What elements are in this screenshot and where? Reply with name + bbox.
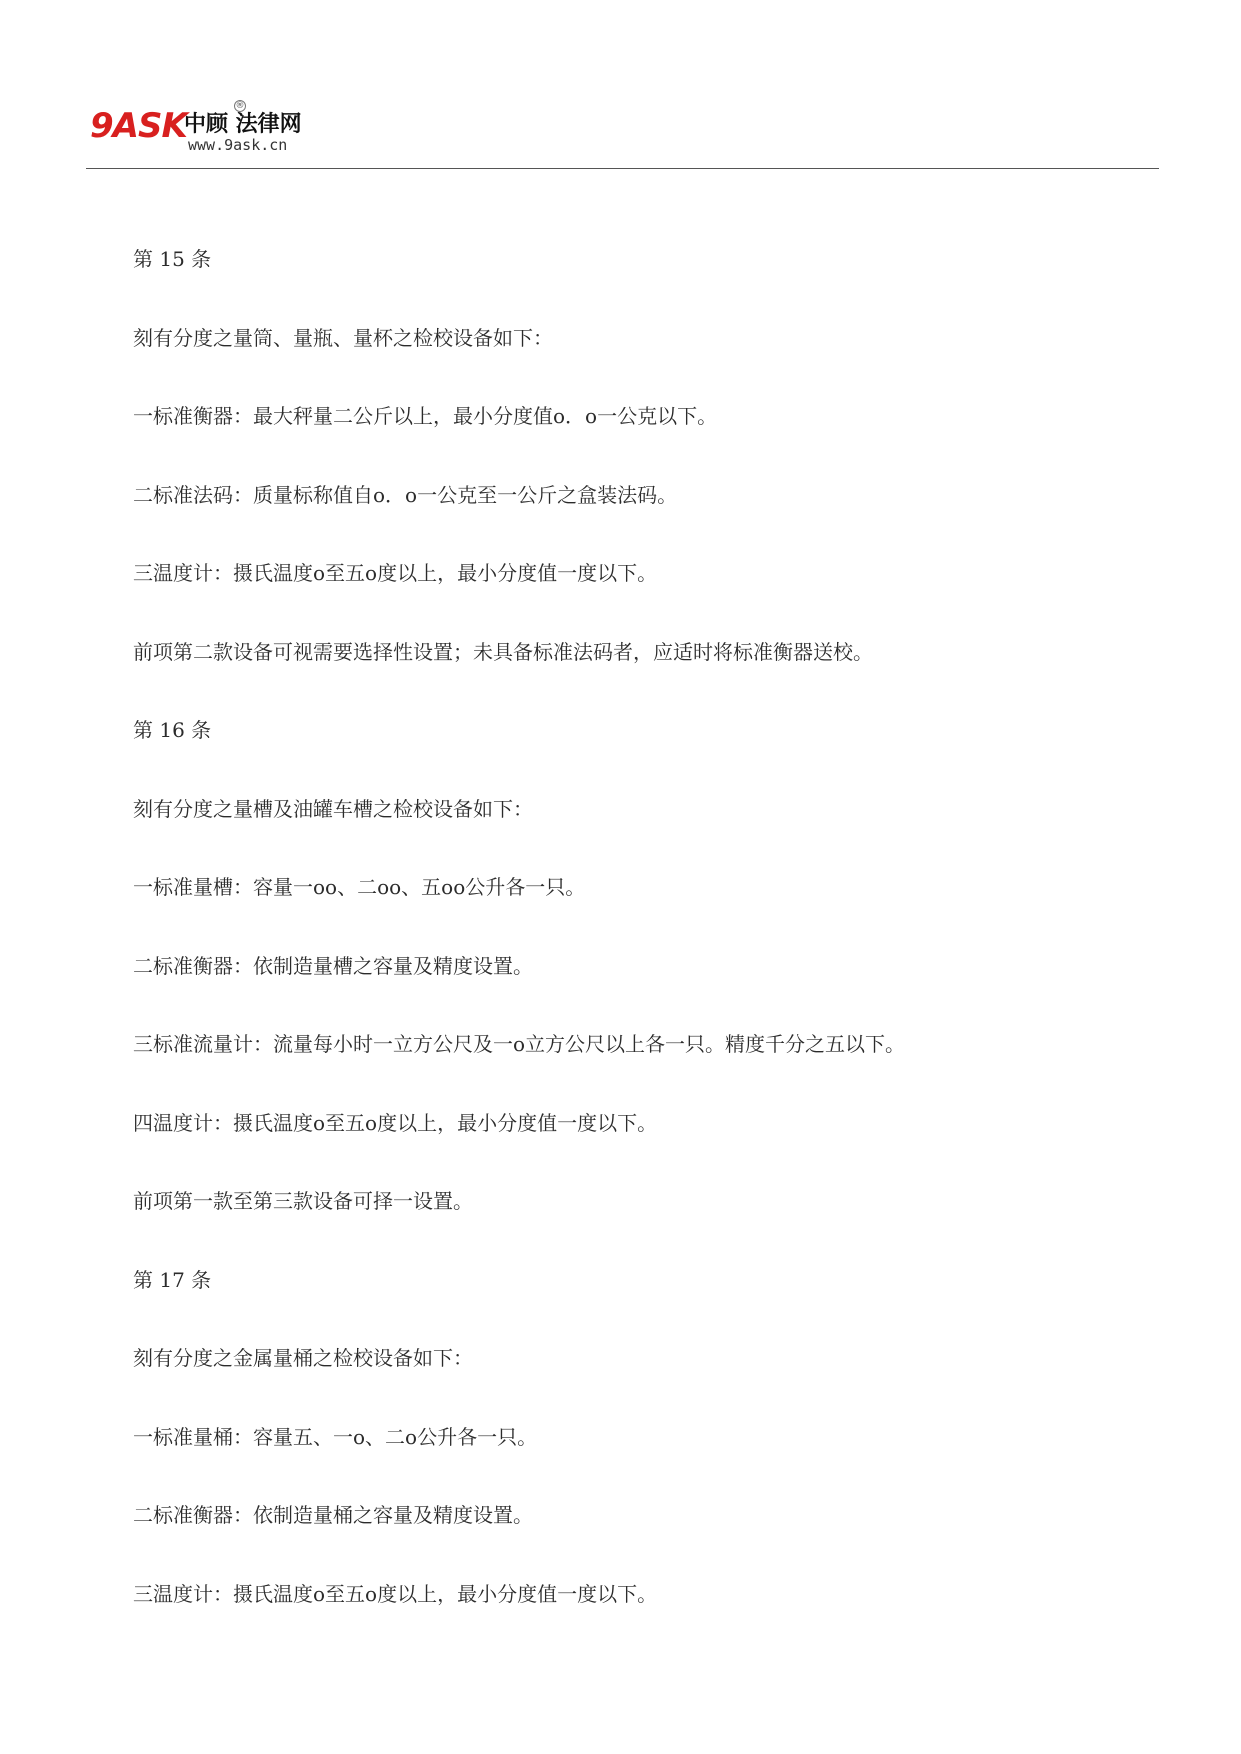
header-divider bbox=[86, 168, 1159, 169]
paragraph: 四温度计：摄氏温度o至五o度以上，最小分度值一度以下。 bbox=[133, 1110, 658, 1135]
paragraph: 刻有分度之量筒、量瓶、量杯之检校设备如下： bbox=[133, 325, 553, 350]
paragraph: 二标准衡器：依制造量槽之容量及精度设置。 bbox=[133, 953, 533, 978]
paragraph: 二标准衡器：依制造量桶之容量及精度设置。 bbox=[133, 1503, 533, 1527]
paragraph: 刻有分度之金属量桶之检校设备如下： bbox=[133, 1346, 473, 1370]
paragraph: 三温度计：摄氏温度o至五o度以上，最小分度值一度以下。 bbox=[133, 1581, 658, 1606]
registered-icon: ® bbox=[235, 101, 245, 111]
paragraph: 一标准衡器：最大秤量二公斤以上，最小分度值o．o一公克以下。 bbox=[133, 404, 718, 428]
page-header bbox=[88, 100, 1158, 170]
paragraph: 刻有分度之量槽及油罐车槽之检校设备如下： bbox=[133, 796, 533, 821]
article-heading: 第 15 条 bbox=[133, 247, 212, 271]
site-logo[interactable] bbox=[90, 100, 330, 160]
paragraph: 前项第二款设备可视需要选择性设置；未具备标准法码者，应适时将标准衡器送校。 bbox=[133, 639, 873, 664]
article-heading: 第 16 条 bbox=[133, 718, 212, 742]
paragraph: 一标准量槽：容量一oo、二oo、五oo公升各一只。 bbox=[133, 875, 586, 899]
paragraph: 前项第一款至第三款设备可择一设置。 bbox=[133, 1189, 473, 1213]
paragraph: 二标准法码：质量标称值自o．o一公克至一公斤之盒装法码。 bbox=[133, 482, 678, 507]
paragraph: 三标准流量计：流量每小时一立方公尺及一o立方公尺以上各一只。精度千分之五以下。 bbox=[133, 1032, 906, 1056]
logo-mark: 9ASK bbox=[90, 106, 187, 146]
document-body bbox=[133, 245, 1133, 1658]
logo-url: www.9ask.cn bbox=[188, 136, 288, 154]
logo-name: 中顾 法律网 bbox=[184, 112, 302, 137]
article-heading: 第 17 条 bbox=[133, 1267, 212, 1292]
paragraph: 一标准量桶：容量五、一o、二o公升各一只。 bbox=[133, 1424, 538, 1449]
paragraph: 三温度计：摄氏温度o至五o度以上，最小分度值一度以下。 bbox=[133, 561, 658, 585]
